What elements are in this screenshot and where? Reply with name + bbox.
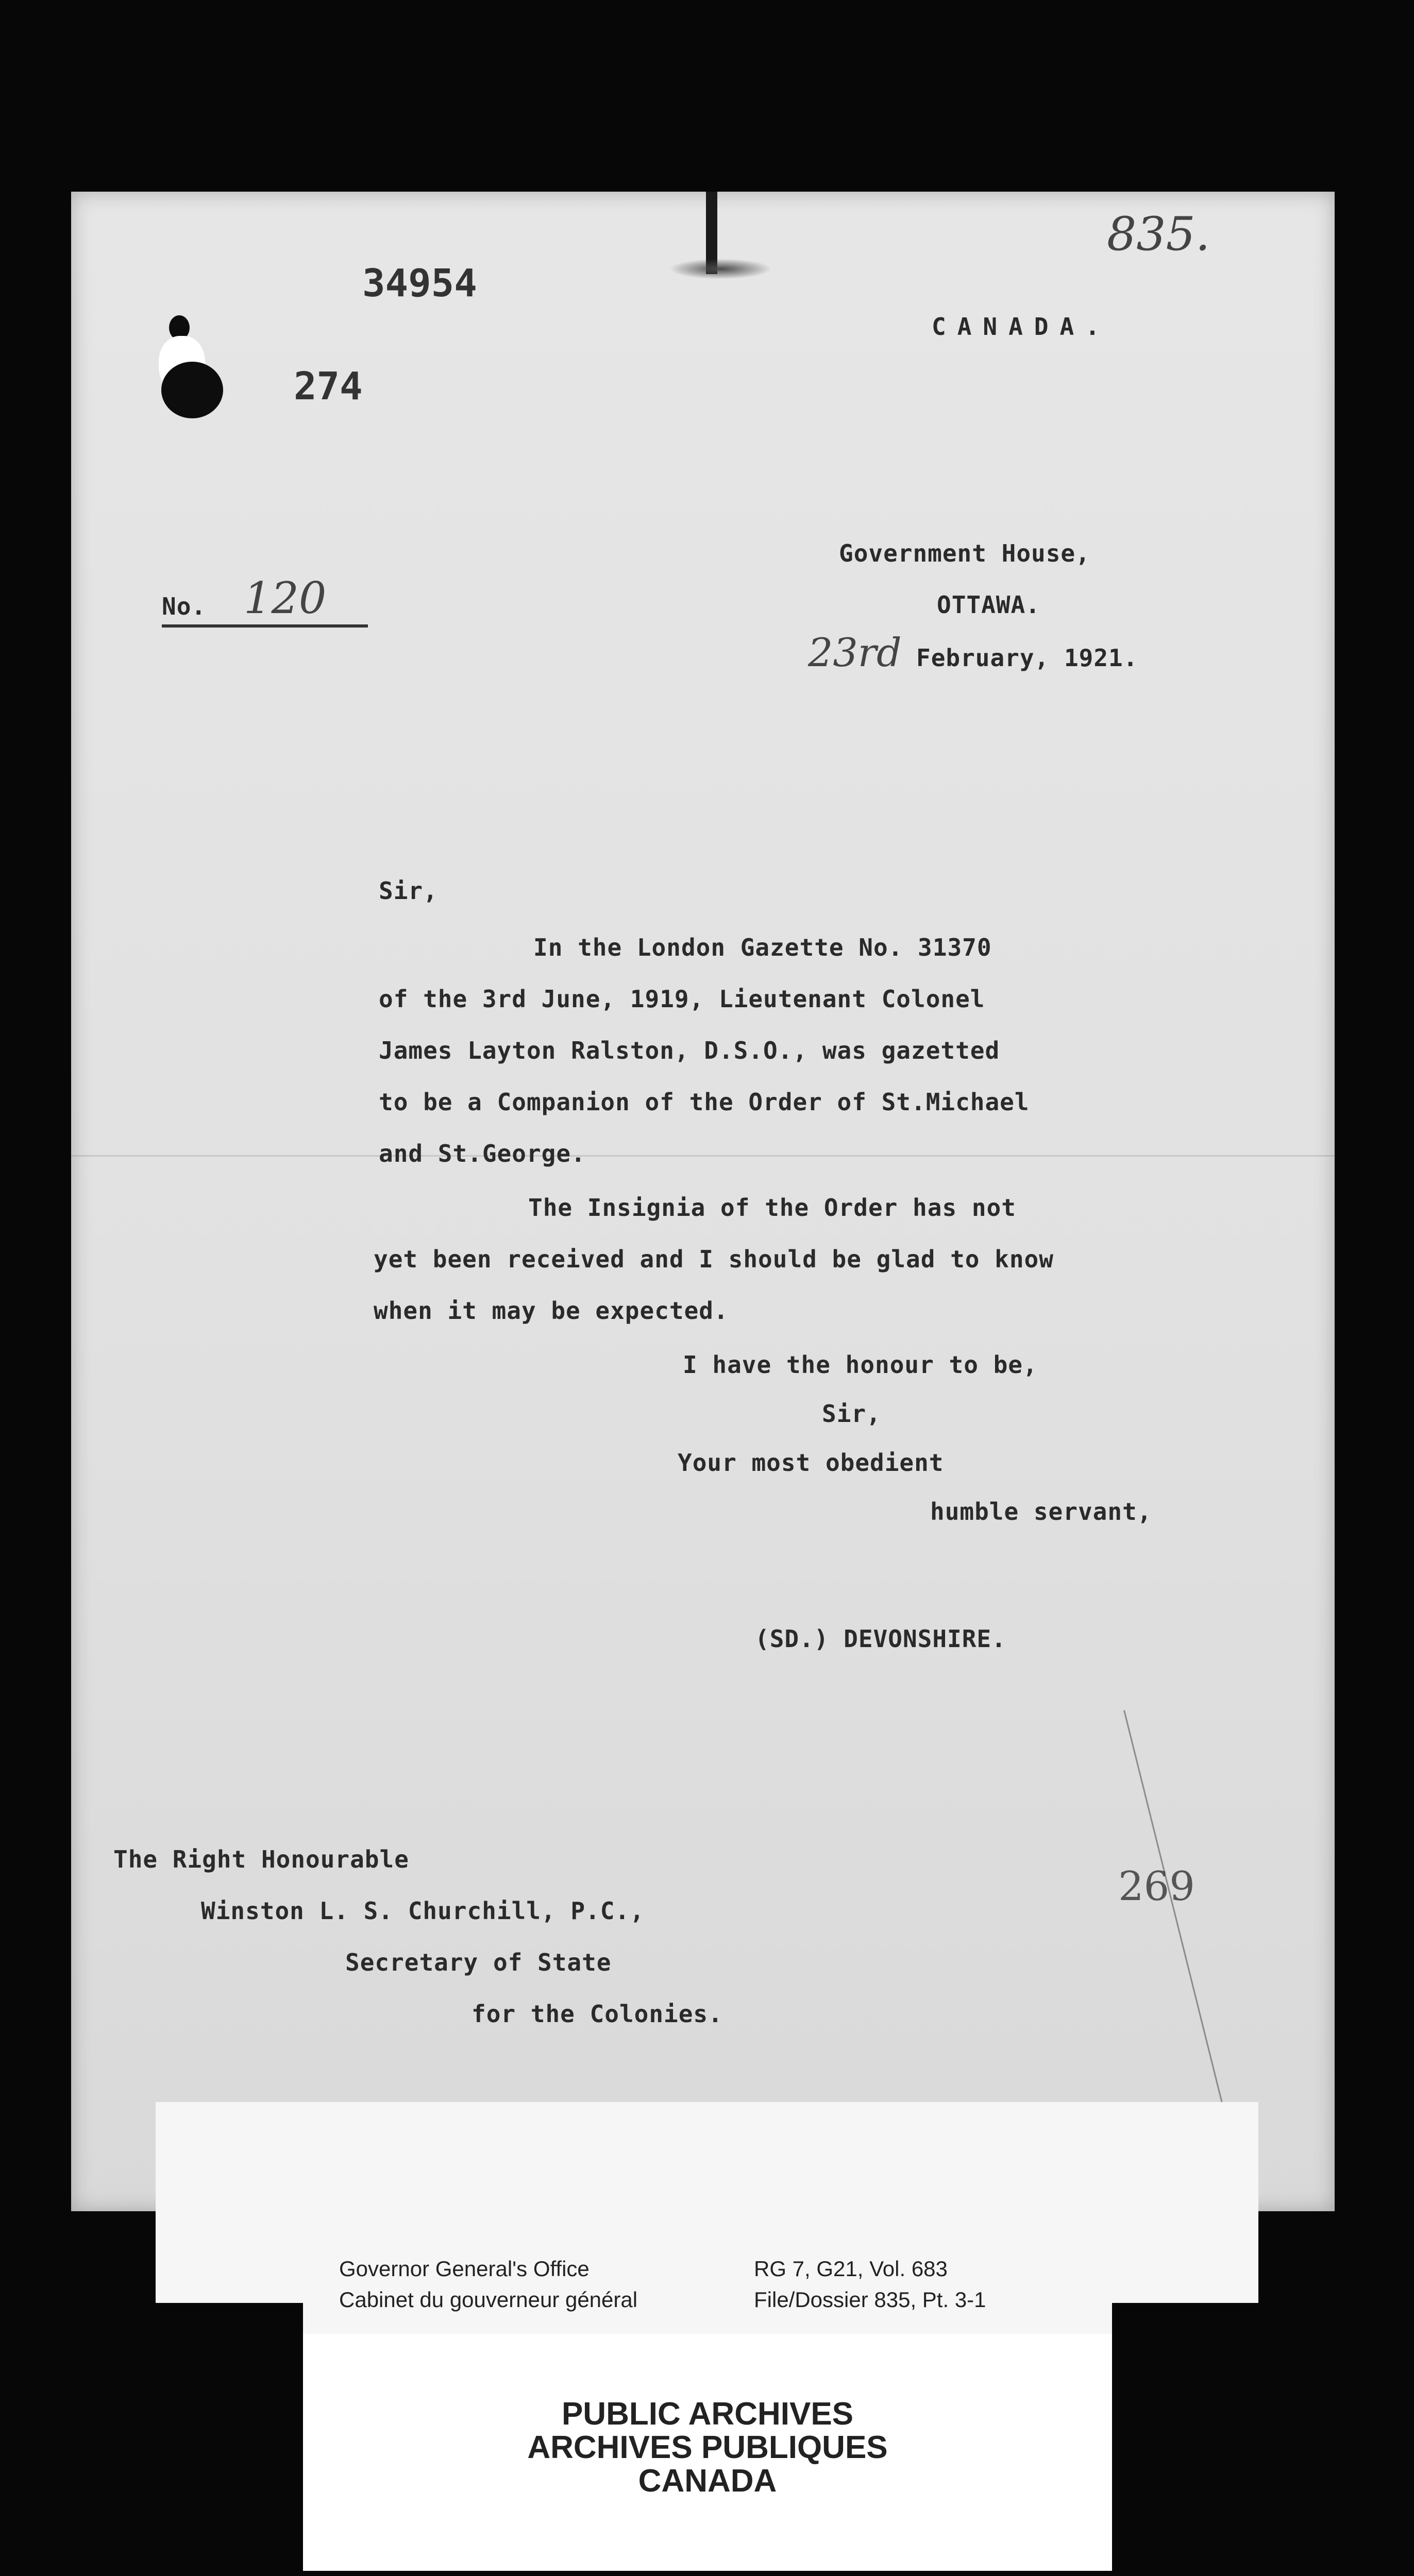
- body-line: In the London Gazette No. 31370: [533, 934, 992, 961]
- paper-tear-smudge: [669, 259, 772, 279]
- addressee-line: Winston L. S. Churchill, P.C.,: [201, 1897, 645, 1925]
- page-number-stamp: 274: [294, 364, 363, 409]
- addressee-line: Secretary of State: [345, 1948, 612, 1976]
- country-heading: CANADA.: [932, 313, 1111, 341]
- date-text: February, 1921.: [916, 644, 1138, 672]
- archive-office-fr: Cabinet du gouverneur général: [339, 2287, 638, 2312]
- body-line: The Insignia of the Order has not: [528, 1194, 1016, 1222]
- folio-number-handwritten: 835.: [1107, 207, 1210, 261]
- archive-reference-1: RG 7, G21, Vol. 683: [754, 2257, 948, 2281]
- addressee-line: The Right Honourable: [113, 1845, 409, 1873]
- archive-title-country: CANADA: [638, 2463, 777, 2499]
- address-line-2: OTTAWA.: [937, 591, 1040, 619]
- archive-reference-2: File/Dossier 835, Pt. 3-1: [754, 2287, 986, 2312]
- letter-number-handwritten: 120: [244, 573, 327, 623]
- body-line: when it may be expected.: [374, 1297, 729, 1325]
- page-number-bottom: 269: [1118, 1863, 1195, 1910]
- number-underline: [162, 624, 368, 628]
- archive-title-en: PUBLIC ARCHIVES: [561, 2396, 854, 2432]
- address-line-1: Government House,: [839, 539, 1090, 567]
- date-day-handwritten: 23rd: [808, 630, 902, 675]
- file-number-stamp: 34954: [362, 261, 477, 306]
- body-line: to be a Companion of the Order of St.Michael: [379, 1088, 1030, 1116]
- body-line: James Layton Ralston, D.S.O., was gazetted: [379, 1037, 1000, 1064]
- signature: (SD.) DEVONSHIRE.: [755, 1625, 1006, 1653]
- closing-line: Your most obedient: [678, 1449, 944, 1477]
- body-line: yet been received and I should be glad to know: [374, 1245, 1054, 1273]
- punch-hole-icon: [161, 362, 223, 418]
- body-line: of the 3rd June, 1919, Lieutenant Colonel: [379, 985, 985, 1013]
- number-label: No.: [162, 592, 207, 620]
- paper-fold-line: [71, 1155, 1335, 1157]
- closing-line: I have the honour to be,: [683, 1351, 1038, 1379]
- closing-line: Sir,: [822, 1400, 881, 1428]
- addressee-line: for the Colonies.: [472, 2000, 723, 2028]
- archive-title-fr: ARCHIVES PUBLIQUES: [527, 2430, 888, 2465]
- letter-page: [71, 192, 1335, 2211]
- archive-label-band-inner: [303, 2231, 1112, 2334]
- closing-line: humble servant,: [930, 1498, 1152, 1526]
- body-line: and St.George.: [379, 1140, 586, 1167]
- archive-office-en: Governor General's Office: [339, 2257, 590, 2281]
- salutation: Sir,: [379, 877, 438, 905]
